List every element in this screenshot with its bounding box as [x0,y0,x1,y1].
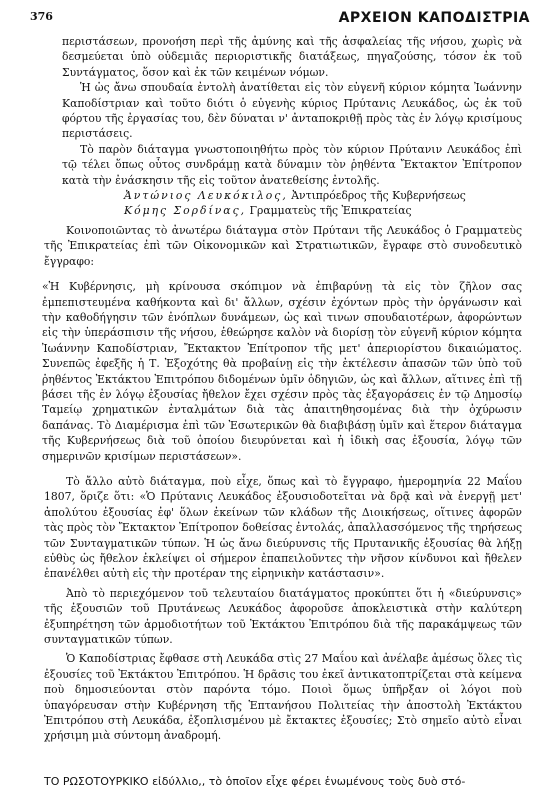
page-number: 376 [30,10,53,23]
paragraph-continuation: περιστάσεων, προνοήση περὶ τῆς ἀμύνης καὶ τῆς ἀσφαλείας τῆς νήσου, χωρὶς νὰ δεσμεύεται ὑπὸ οὐδεμιᾶς περιοριστικῆς διατάξεως, πηγαζούσης, τόσον ἐκ τοῦ Συντάγματος, ὅσον καὶ ἐκ τῶν κειμένων νόμων. [62,35,522,79]
signature-2-role: Γραμματεὺς τῆς Ἐπικρατείας [249,204,412,218]
page-body [34,34,522,790]
signature-1-role: Ἀντιπρόεδρος τῆς Κυβερνήσεως [291,189,466,203]
paragraph-arrival: Ὁ Καποδίστριας ἔφθασε στὴ Λευκάδα στὶς 27 Μαΐου καὶ ἀνέλαβε ἀμέσως ὅλες τὶς ἐξουσίες τοῦ Ἐκτάκτου Ἐπιτρόπου. Ἡ δρᾶσις του ἐκεῖ ἀντικατοπτρίζεται στὰ κείμενα ποὺ δημοσιεύονται στὸν παρόντα τόμο. Ποιοὶ ὅμως ὑπῆρξαν οἱ λόγοι ποὺ ὑπαγόρευσαν στὴν Κυβέρνηση τῆς Ἑπτανήσου Πολιτείας τὴν ἀποστολὴ Ἐκτάκτου Ἐπιτρόπου στὴ Λευκάδα, ἐξοπλισμένου μὲ ἔκτακτες ἐξουσίες; Στὸ σημεῖο αὐτὸ εἶναι χρήσιμη μιὰ σύντομη ἀναδρομή. [44,652,522,743]
signature-2 [34,203,522,218]
paragraph-mandate: Ἡ ὡς ἄνω σπουδαία ἐντολὴ ἀνατίθεται εἰς τὸν εὐγενῆ κύριον κόμητα Ἰωάννην Καποδίστριαν καὶ τοῦτο διότι ὁ εὐγενὴς κύριος Πρύτανις Λευκάδος, ὡς ἐκ τοῦ φόρτου τῆς ἐργασίας του, δὲν δύναται ν' ἀνταποκριθῇ πρὸς τὰς ἐν λόγῳ κρισίμους περιστάσεις. [62,81,522,141]
paragraph-intro: Κοινοποιῶντας τὸ ἀνωτέρω διάταγμα στὸν Πρύτανι τῆς Λευκάδος ὁ Γραμματεὺς τῆς Ἐπικρατείας ἐπὶ τῶν Οἰκονομικῶν καὶ Στρατιωτικῶν, ἔγραφε στὸ συνοδευτικὸ ἔγγραφο: [44,223,522,268]
paragraph-second-decree: Τὸ ἄλλο αὐτὸ διάταγμα, ποὺ εἶχε, ὅπως καὶ τὸ ἔγγραφο, ἡμερομηνία 22 Μαΐου 1807, ὅριζε ὅτι: «Ὁ Πρύτανις Λευκάδος ἐξουσιοδοτεῖται νὰ δρᾷ καὶ νὰ ἐνεργῇ μετ' ἀπολύτου ἐξουσίας ἐφ' ὅλων ἐκείνων τῶν κλάδων τῆς Διοικήσεως, οἵτινες ἀφορῶν τὰς πρὸς τὸν Ἔκτακτον Ἐπίτροπον δοθείσας ἐντολάς, ἀπαλλασσόμενος τῆς τηρήσεως τῶν Συνταγματικῶν τύπων. Ἡ ὡς ἄνω διεύρυνσις τῆς Πρυτανικῆς ἐξουσίας θὰ λήξῃ εὐθὺς ὡς ἤθελον ἐκλείψει οἱ σήμερον ἐπαπειλοῦντες τὴν νῆσον κίνδυνοι καὶ ἤθελεν ἐπανέλθει αὐτὴ εἰς τὴν προτέραν της εἰρηνικὴν κατάστασιν». [44,474,522,581]
running-title: ΑΡΧΕΙΟΝ ΚΑΠΟΔΙΣΤΡΙΑ [338,10,530,26]
paragraph-notification: Τὸ παρὸν διάταγμα γνωστοποιηθήτω πρὸς τὸν κύριον Πρύτανιν Λευκάδος ἐπὶ τῷ τέλει ὅπως οὗτος συνδράμῃ κατὰ δύναμιν τὸν ῥηθέντα Ἔκτακτον Ἐπίτροπον κατὰ τὴν ἐνάσκησιν τῆς εἰς τοῦτον ἀνατεθείσης ἐντολῆς. [62,142,522,187]
signature-2-name: Κόμης Σορδίνας, [124,204,247,218]
section-opening-line: ΤΟ ΡΩΣΟΤΟΥΡΚΙΚΟ εἰδύλλιο,, τὸ ὁποῖον εἶχε φέρει ἑνωμένους τοὺς δυὸ στό- [44,774,466,788]
paragraph-content-analysis: Ἀπὸ τὸ περιεχόμενον τοῦ τελευταίου διατάγματος προκύπτει ὅτι ἡ «διεύρυνσις» τῆς ἐξουσιῶν τοῦ Πρυτάνεως Λευκάδος ἀφοροῦσε ἀποκλειστικὰ στὴν καλύτερη ἐξυπηρέτηση τῶν ἁρμοδιοτήτων τοῦ Ἐκτάκτου Ἐπιτρόπου διὰ τῆς παρακάμψεως τῶν συνταγματικῶν τύπων. [44,586,522,647]
quoted-letter: «Ἡ Κυβέρνησις, μὴ κρίνουσα σκόπιμον νὰ ἐπιβαρύνῃ τὰ εἰς τὸν ζῆλον σας ἐμπεπιστευμένα καθήκοντα καὶ δι' ἄλλων, σχέσιν ἐχόντων πρὸς τὴν ὀργάνωσιν καὶ τὴν καθοδήγησιν τῶν ἐνόπλων δυνάμεων, ὡς καὶ τινων σπουδαιοτέρων, ἀφορώντων εἰς τὴν ὑπεράσπισιν τῆς νήσου, ἐθεώρησε καλὸν νὰ διορίσῃ τὸν εὐγενῆ κύριον κόμητα Ἰωάννην Καποδίστριαν, Ἔκτακτον Ἐπίτροπον τῆς μετ' ἀπεριορίστου δικαιώματος. Συνεπῶς ἐφεξῆς ἡ Τ. Ἐξοχότης θὰ προβαίνῃ εἰς τὴν ἐκτέλεσιν ἁπασῶν τῶν ὑπὸ τοῦ ῥηθέντος Ἐκτάκτου Ἐπιτρόπου διδομένων ὑμῖν ὁδηγιῶν, ὡς καὶ ἄλλων, αἵτινες ἐπὶ τῇ βάσει τῆς ἐν λόγῳ ἐξουσίας ἤθελον ἔχει σχέσιν πρὸς τὰς ἐξαγοράσεις ἐν τῷ Δημοσίῳ Ταμείῳ χρηματικῶν ἐνταλμάτων διὰ τὰς ἀπαιτηθησομένας διὰ τὴν ὀχύρωσιν δαπάνας. Τὸ Διαμέρισμα ἐπὶ τῶν Ἐσωτερικῶν θὰ διαβιβάσῃ ὑμῖν καὶ ἕτερον διάταγμα τῆς Κυβερνήσεως διὰ τοῦ ὁποίου διευρύνεται καὶ ἡ ἰδικὴ σας ἐξουσία, λόγῳ τῶν σημερινῶν κρισίμων περιστάσεων». [42,280,522,463]
signature-1 [34,188,522,203]
page-header [30,10,530,30]
signature-1-name: Ἀντώνιος Λευκόκιλος, [124,189,288,203]
